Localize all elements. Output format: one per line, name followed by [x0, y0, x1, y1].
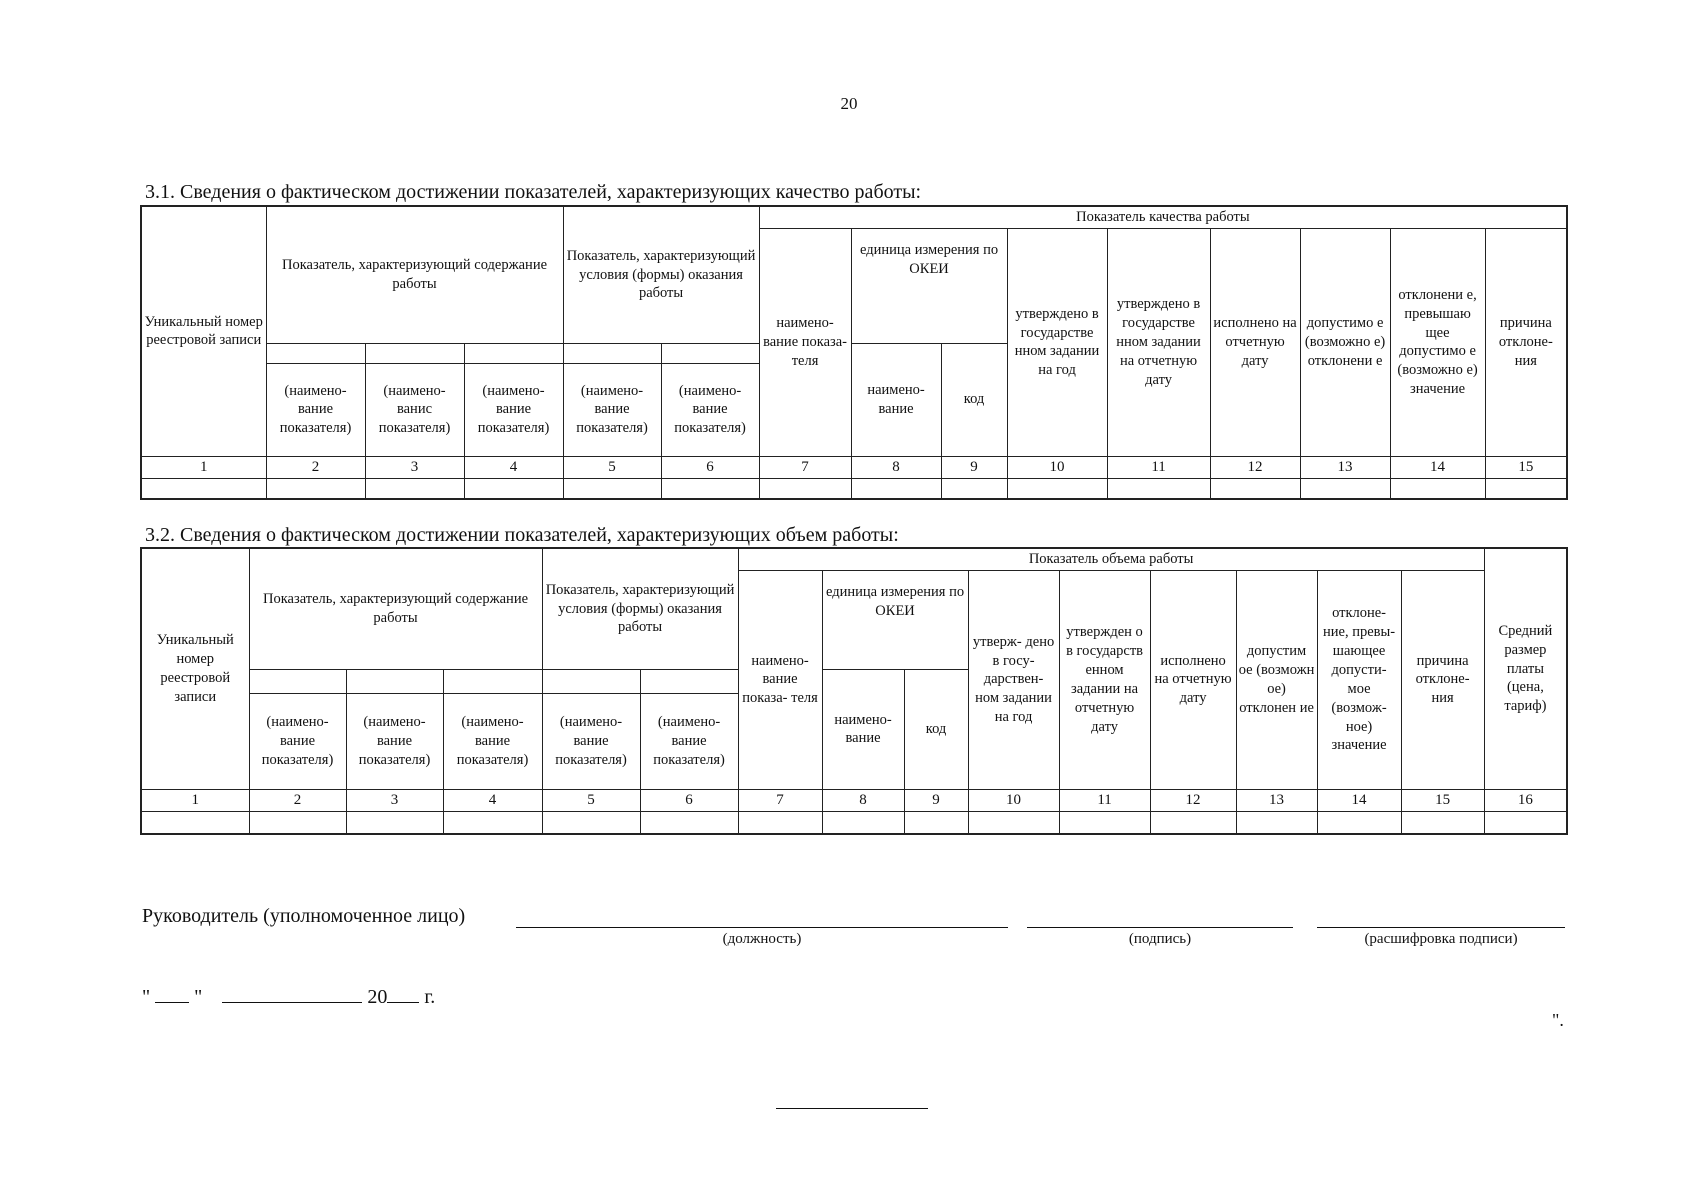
spacer-cell	[365, 343, 464, 363]
spacer-cell	[661, 343, 759, 363]
data-cell[interactable]	[1485, 479, 1567, 499]
header-indicator-name: наимено- вание показа- теля	[759, 228, 851, 456]
header-indicator-name-col3: (наимено- ванис показателя)	[365, 363, 464, 456]
data-cell[interactable]	[1236, 812, 1317, 834]
signature-label: Руководитель (уполномоченное лицо)	[142, 905, 466, 927]
header-unit-code: код	[941, 343, 1007, 456]
header-conditions-indicator: Показатель, характеризующий условия (формы) оказания работы	[542, 548, 738, 669]
data-cell[interactable]	[1150, 812, 1236, 834]
data-cell[interactable]	[904, 812, 968, 834]
column-number: 7	[759, 456, 851, 479]
header-approved-year: утверждено в государстве нном задании на год	[1007, 228, 1107, 456]
column-number: 12	[1150, 789, 1236, 812]
header-average-fee: Средний размер платы (цена, тариф)	[1484, 548, 1567, 789]
data-cell[interactable]	[542, 812, 640, 834]
position-caption: (должность)	[722, 931, 802, 947]
column-number: 7	[738, 789, 822, 812]
quote-open: "	[142, 986, 151, 1008]
decoding-line[interactable]	[1317, 927, 1565, 928]
spacer-cell	[266, 343, 365, 363]
header-content-indicator: Показатель, характеризующий содержание работы	[249, 548, 542, 669]
signature-caption: (подпись)	[1128, 931, 1192, 947]
empty-data-row	[141, 812, 1567, 834]
column-number: 14	[1317, 789, 1401, 812]
data-cell[interactable]	[464, 479, 563, 499]
column-number: 1	[141, 456, 266, 479]
volume-indicators-table	[140, 547, 1568, 835]
data-cell[interactable]	[968, 812, 1059, 834]
data-cell[interactable]	[1210, 479, 1300, 499]
column-number: 1	[141, 789, 249, 812]
column-number: 2	[249, 789, 346, 812]
data-cell[interactable]	[1401, 812, 1484, 834]
header-volume-indicator: Показатель объема работы	[738, 548, 1484, 570]
header-unit-okei: единица измерения по ОКЕИ	[851, 228, 1007, 343]
decoding-caption: (расшифровка подписи)	[1364, 931, 1518, 947]
column-number: 9	[941, 456, 1007, 479]
header-deviation-reason: причина отклоне- ния	[1485, 228, 1567, 456]
column-number: 6	[640, 789, 738, 812]
data-cell[interactable]	[1484, 812, 1567, 834]
data-cell[interactable]	[1390, 479, 1485, 499]
header-approved-date: утверждено в государстве нном задании на отчетную дату	[1107, 228, 1210, 456]
header-unit-name: наимено- вание	[822, 669, 904, 789]
header-unit-name: наимено- вание	[851, 343, 941, 456]
data-cell[interactable]	[1300, 479, 1390, 499]
section-3-1-title: 3.1. Сведения о фактическом достижении показателей, характеризующих качество работы:	[145, 181, 922, 203]
column-number: 3	[365, 456, 464, 479]
header-executed: исполнено на отчетную дату	[1210, 228, 1300, 456]
data-cell[interactable]	[346, 812, 443, 834]
bottom-rule	[776, 1108, 928, 1109]
month-blank[interactable]	[222, 988, 362, 1003]
header-registry-number: Уникальный номер реестровой записи	[141, 548, 249, 789]
header-indicator-name-col5: (наимено- вание показателя)	[542, 693, 640, 789]
header-deviation-reason: причина отклоне- ния	[1401, 570, 1484, 789]
header-exceeding-deviation: отклоне- ние, превы- шающее допусти- мое (возмож- ное) значение	[1317, 570, 1401, 789]
header-exceeding-deviation: отклонени е, превышаю щее допустимо е (возможно е) значение	[1390, 228, 1485, 456]
closing-quote-mark: ".	[1552, 1010, 1564, 1030]
spacer-cell	[346, 669, 443, 693]
header-registry-number: Уникальный номер реестровой записи	[141, 206, 266, 456]
header-indicator-name-col2: (наимено- вание показателя)	[266, 363, 365, 456]
header-content-indicator: Показатель, характеризующий содержание работы	[266, 206, 563, 343]
date-line	[142, 986, 435, 1009]
column-number: 5	[563, 456, 661, 479]
column-number: 8	[822, 789, 904, 812]
spacer-cell	[542, 669, 640, 693]
header-indicator-name-col6: (наимено- вание показателя)	[640, 693, 738, 789]
data-cell[interactable]	[738, 812, 822, 834]
column-number: 8	[851, 456, 941, 479]
position-line[interactable]	[516, 927, 1008, 928]
column-number: 13	[1236, 789, 1317, 812]
year-prefix: 20	[367, 986, 388, 1008]
empty-data-row	[141, 479, 1567, 499]
data-cell[interactable]	[1317, 812, 1401, 834]
data-cell[interactable]	[266, 479, 365, 499]
column-number: 15	[1485, 456, 1567, 479]
data-cell[interactable]	[941, 479, 1007, 499]
header-indicator-name-col3: (наимено- вание показателя)	[346, 693, 443, 789]
header-allowed-deviation: допустим ое (возможн ое) отклонен ие	[1236, 570, 1317, 789]
data-cell[interactable]	[141, 812, 249, 834]
year-suffix: г.	[424, 986, 436, 1008]
header-indicator-name-col4: (наимено- вание показателя)	[443, 693, 542, 789]
column-number: 12	[1210, 456, 1300, 479]
header-approved-year: утверж- дено в госу- дарствен- ном задании на год	[968, 570, 1059, 789]
data-cell[interactable]	[141, 479, 266, 499]
column-number: 14	[1390, 456, 1485, 479]
data-cell[interactable]	[822, 812, 904, 834]
header-indicator-name-col4: (наимено- вание показателя)	[464, 363, 563, 456]
column-number: 10	[1007, 456, 1107, 479]
column-number: 10	[968, 789, 1059, 812]
header-indicator-name-col6: (наимено- вание показателя)	[661, 363, 759, 456]
header-unit-okei: единица измерения по ОКЕИ	[822, 570, 968, 669]
spacer-cell	[249, 669, 346, 693]
header-executed: исполнено на отчетную дату	[1150, 570, 1236, 789]
header-allowed-deviation: допустимо е (возможно е) отклонени е	[1300, 228, 1390, 456]
data-cell[interactable]	[640, 812, 738, 834]
spacer-cell	[464, 343, 563, 363]
column-number: 9	[904, 789, 968, 812]
column-number: 4	[443, 789, 542, 812]
data-cell[interactable]	[1107, 479, 1210, 499]
spacer-cell	[443, 669, 542, 693]
column-number: 15	[1401, 789, 1484, 812]
data-cell[interactable]	[661, 479, 759, 499]
section-3-2-title: 3.2. Сведения о фактическом достижении показателей, характеризующих объем работы:	[145, 524, 899, 546]
page-number: 20	[840, 94, 858, 113]
data-cell[interactable]	[759, 479, 851, 499]
header-indicator-name-col5: (наимено- вание показателя)	[563, 363, 661, 456]
column-number: 4	[464, 456, 563, 479]
data-cell[interactable]	[563, 479, 661, 499]
column-number: 6	[661, 456, 759, 479]
spacer-cell	[640, 669, 738, 693]
column-number: 5	[542, 789, 640, 812]
quote-close: "	[194, 986, 203, 1008]
data-cell[interactable]	[1059, 812, 1150, 834]
column-number: 16	[1484, 789, 1567, 812]
column-number: 11	[1107, 456, 1210, 479]
data-cell[interactable]	[365, 479, 464, 499]
data-cell[interactable]	[443, 812, 542, 834]
column-number-row	[141, 456, 1567, 479]
header-indicator-name: наимено- вание показа- теля	[738, 570, 822, 789]
header-quality-indicator: Показатель качества работы	[759, 206, 1567, 228]
column-number: 11	[1059, 789, 1150, 812]
data-cell[interactable]	[249, 812, 346, 834]
column-number: 3	[346, 789, 443, 812]
column-number: 2	[266, 456, 365, 479]
spacer-cell	[563, 343, 661, 363]
column-number-row	[141, 789, 1567, 812]
signature-line[interactable]	[1027, 927, 1293, 928]
header-conditions-indicator: Показатель, характеризующий условия (формы) оказания работы	[563, 206, 759, 343]
year-blank[interactable]	[387, 988, 419, 1003]
column-number: 13	[1300, 456, 1390, 479]
day-blank[interactable]	[155, 988, 189, 1003]
header-approved-date: утвержден о в государств енном задании на отчетную дату	[1059, 570, 1150, 789]
header-indicator-name-col2: (наимено- вание показателя)	[249, 693, 346, 789]
data-cell[interactable]	[851, 479, 941, 499]
quality-indicators-table	[140, 205, 1568, 500]
header-unit-code: код	[904, 669, 968, 789]
data-cell[interactable]	[1007, 479, 1107, 499]
